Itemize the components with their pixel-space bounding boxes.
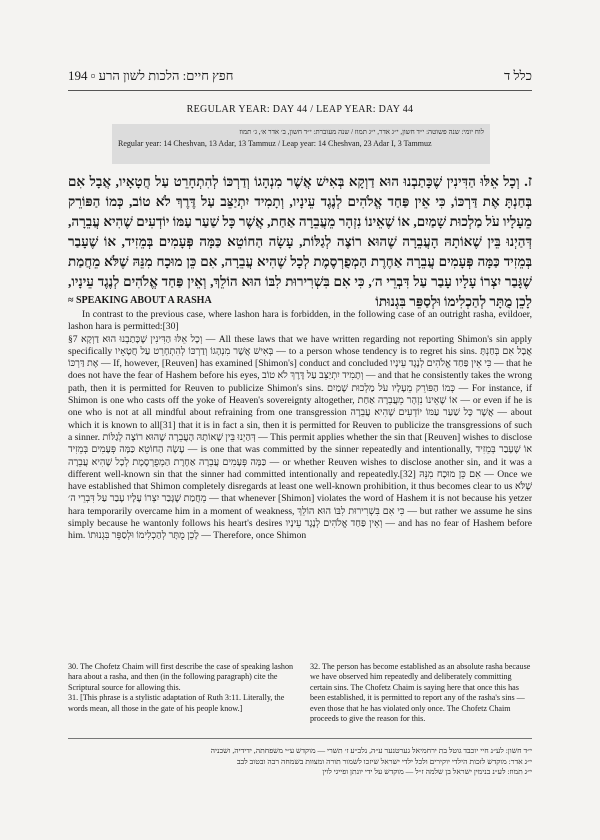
dedication-rule — [68, 738, 532, 739]
footnote-32: 32. The person has become established as an absolute rasha because we have observed him repeatedly and deliberately committing certain sins. The Chofetz Chaim is saying here that once this has been established, it is permitted to report any of the rasha's sins — even those that he has violated only once. The Chofetz Chaim proceeds to give the reason for this. — [310, 662, 531, 724]
chapter-label: כלל ד — [503, 68, 532, 83]
hebrew-main-text — [68, 172, 532, 312]
header-rule — [68, 90, 532, 91]
dedication-line: י״ג תמוז: לע״נ בנימין ישראל בן שלמה ז״ל — מוקדש על ידי יונתן ופייגי לוין — [322, 767, 532, 776]
daily-schedule-english: Regular year: 14 Cheshvan, 13 Adar, 13 Tammuz / Leap year: 14 Cheshvan, 23 Adar I, 3 Tammuz — [118, 139, 432, 148]
running-header — [68, 68, 532, 88]
page-number-title: 194 ▫ חפץ חיים: הלכות לשון הרע — [68, 68, 234, 83]
section-heading: ≈ SPEAKING ABOUT A RASHA — [68, 295, 212, 306]
dedication-line: י״ד חשון: לע״נ חיי יוכבד גוטל בת ירחמיאל גערטנער ע״ה, נלב״ע ז׳ תשרי — מוקדש ע״י משפחתה, ידידיה, ושכניה — [210, 746, 532, 755]
daily-schedule-hebrew: לוח יומי: שנה פשוטה: י״ד חשון, י״ג אדר, י״ג תמוז / שנה מעוברת: י״ד חשון, ב׳ אדר א׳, ג׳ תמוז — [239, 128, 484, 136]
dedications — [68, 746, 532, 778]
footnote-30: 30. The Chofetz Chaim will first describe the case of speaking lashon hara about a rasha, and then (in the following paragraph) cite the Scriptural source for allowing this. — [68, 662, 294, 692]
year-day-title: REGULAR YEAR: DAY 44 / LEAP YEAR: DAY 44 — [186, 104, 414, 115]
hebrew-paragraph: וְכָל אֵלּוּ הַדִּינִין שֶׁכָּתַבְנוּ הוּא דַוְקָא בְּאִישׁ אֲשֶׁר מִנְהָגוֹ וְדַרְכּוֹ לְהִתְחָרֵט עַל חֲטָאָיו, אֲבָל אִם בְּחַנְתָּ אֶת דַּרְכּוֹ, כִּי אֵין פַּחַד אֱלֹהִים לְנֶגֶד עֵינָיו, וְתָמִיד יִתְיַצֵּב עַל דֶּרֶךְ לֹא טוֹב, כְּמוֹ הַפּוֹרֵק מֵעָלָיו עֹל מַלְכוּת שָׁמַיִם, אוֹ שֶׁאֵינוֹ נִזְהָר מֵעֲבֵרָה אַחַת, אֲשֶׁר כָּל שַׁעַר עַמּוֹ יוֹדְעִים שֶׁהִיא עֲבֵרָה, דְּהַיְנוּ בֵּין שֶׁאוֹתָהּ הָעֲבֵרָה שֶׁהוּא רוֹצֶה לְגַלּוֹת, עָשָׂה הַחוֹטֵא כַּמָּה פְּעָמִים בְּמֵזִיד, אוֹ שֶׁעָבַר בְּמֵזִיד כַּמָּה פְּעָמִים עֲבֵרָה אַחֶרֶת הַמְפֻרְסֶמֶת לְכָל שֶׁהִיא עֲבֵרָה, אִם כֵּן מוּכָח מִנֵּהּ שֶׁלֹּא מֵחֲמַת שֶׁגָּבַר יִצְרוֹ עָלָיו עָבַר עַל דִּבְרֵי ה׳, כִּי אִם בִּשְׁרִירוּת לִבּוֹ הוּא הוֹלֵךְ, וְאֵין פַּחַד אֱלֹהִים לְנֶגֶד עֵינָיו, לָכֵן מֻתָּר לְהַכְלִימוֹ וּלְסַפֵּר בִּגְנוּתוֹ — [68, 174, 532, 309]
footnote-31: 31. [This phrase is a stylistic adaptation of Ruth 3:11. Literally, the words mean, all those in the gate of his people know.] — [68, 693, 285, 713]
commentary-body — [68, 309, 532, 543]
footnotes-right — [310, 662, 532, 724]
intro-paragraph: In contrast to the previous case, where lashon hara is forbidden, in the following case of an outright rasha, evildoer, lashon hara is permitted:[30] — [68, 309, 532, 333]
commentary-paragraph: §7 וְכָל אֵלּוּ הַדִּינִין שֶׁכָּתַבְנוּ הוּא דַוְקָא — All these laws that we have written regarding not reporting Shimon's sin apply specifically בְּאִישׁ אֲשֶׁר מִנְהָגוֹ וְדַרְכּוֹ לְהִתְחָרֵט עַל חֲטָאָיו — to a person whose tendency is to regret his sins. אֲבָל אִם בְּחַנְתָּ אֶת דַּרְכּוֹ — If, however, [Reuven] has examined [Shimon's] conduct and concluded כִּי אֵין פַּחַד אֱלֹהִים לְנֶגֶד עֵינָיו — that he does not have the fear of Hashem before his eyes, וְתָמִיד יִתְיַצֵּב עַל דֶּרֶךְ לֹא טוֹב — and that he consistently takes the wrong path, then it is permitted for Reuven to publicize Shimon's sins. כְּמוֹ הַפּוֹרֵק מֵעָלָיו עֹל מַלְכוּת שָׁמַיִם — For instance, if Shimon is one who casts off the yoke of Heaven's sovereignty altogether, אוֹ שֶׁאֵינוֹ נִזְהָר מֵעֲבֵרָה אַחַת — or even if he is one who is not at all mindful about refraining from one transgression אֲשֶׁר כָּל שַׁעַר עַמּוֹ יוֹדְעִים שֶׁהִיא עֲבֵרָה — about which it is known to all[31] that it is in fact a sin, then it is permitted for Reuven to publicize the transgressions of such a sinner. דְּהַיְנוּ בֵּין שֶׁאוֹתָהּ הָעֲבֵרָה שֶׁהוּא רוֹצֶה לְגַלּוֹת — This permit applies whether the sin that [Reuven] wishes to disclose עָשָׂה הַחוֹטֵא כַּמָּה פְּעָמִים בְּמֵזִיד — is one that was committed by the sinner repeatedly and intentionally, אוֹ שֶׁעָבַר בְּמֵזִיד כַּמָּה פְּעָמִים עֲבֵרָה אַחֶרֶת הַמְפֻרְסֶמֶת לְכָל שֶׁהִיא עֲבֵרָה — or whether Reuven wishes to disclose another sin, and it was a different well-known sin that the sinner had committed intentionally and repeatedly.[32] אִם כֵּן מוּכָח מִנֵּהּ — Once we have established that Shimon completely disregards at least one well-known prohibition, it thus becomes clear to us שֶׁלֹּא מֵחֲמַת שֶׁגָּבַר יִצְרוֹ עָלָיו עָבַר עַל דִּבְרֵי ה׳ — that whenever [Shimon] violates the word of Hashem it is not because his yetzer hara temporarily overcame him in a moment of weakness, כִּי אִם בִּשְׁרִירוּת לִבּוֹ הוּא הוֹלֵךְ — but rather we assume he sins simply because he wantonly follows his heart's desires וְאֵין פַּחַד אֱלֹהִים לְנֶגֶד עֵינָיו — and has no fear of Hashem before him. לָכֵן מֻתָּר לְהַכְלִימוֹ וּלְסַפֵּר בִּגְנוּתוֹ — Therefore, once Shimon — [68, 333, 533, 542]
daily-schedule-box — [112, 124, 490, 164]
dedication-line: י״ג אדר: מוקדש לזכות הילדי יוקירים ולכל ילדי ישראל שיזכו לשמור תורה ומצוות בשמחה רבה ובטוב לבב — [236, 756, 532, 766]
footnotes-left — [68, 662, 298, 714]
paragraph-number: ז. — [524, 174, 532, 190]
